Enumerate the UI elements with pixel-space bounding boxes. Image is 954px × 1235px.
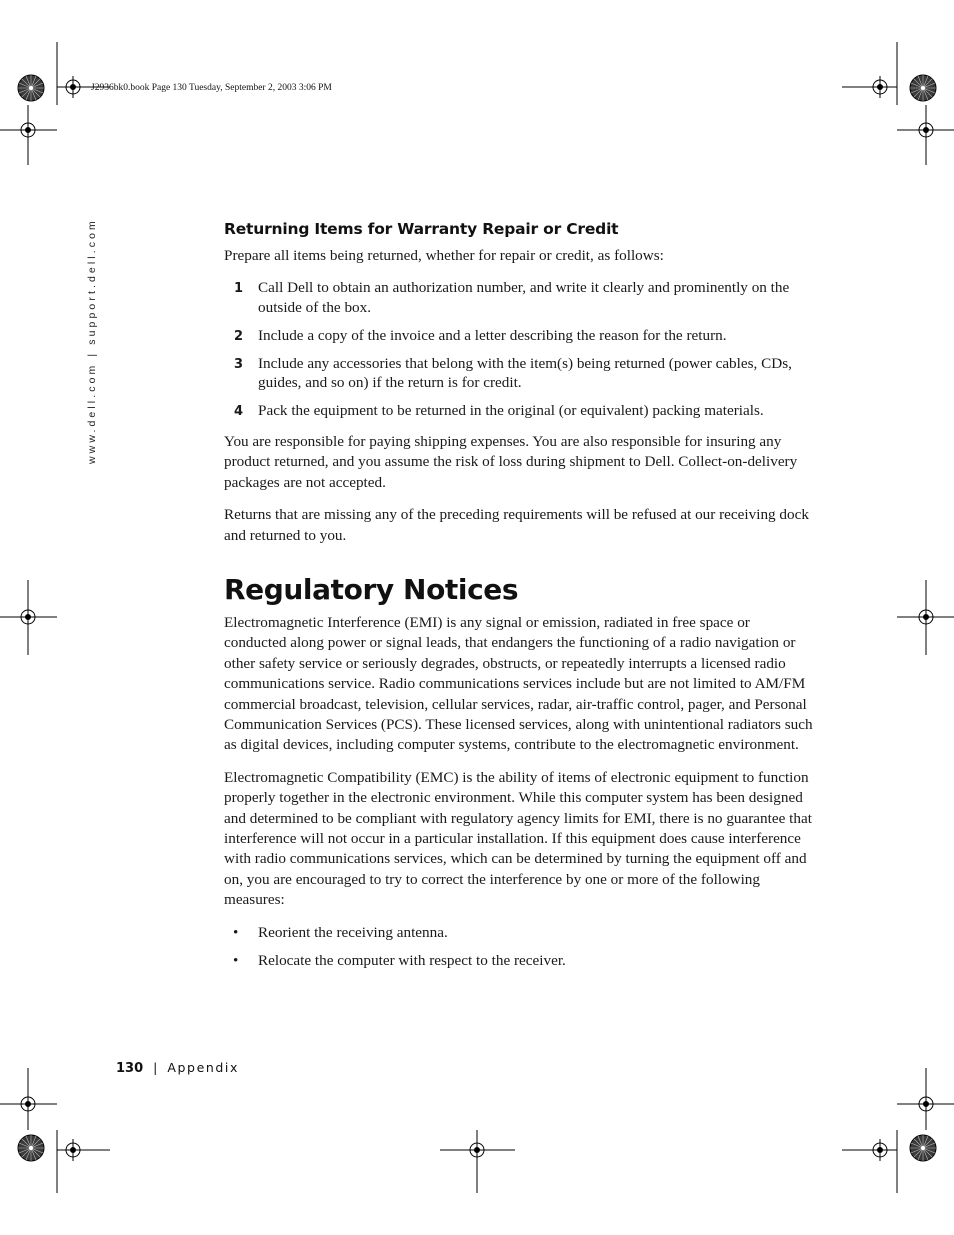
step-number: 3 — [234, 356, 244, 372]
sidebar-url: www.dell.com | support.dell.com — [86, 218, 98, 464]
list-item — [224, 951, 814, 971]
page-number: 130 — [116, 1061, 144, 1076]
print-header: J2936bk0.book Page 130 Tuesday, September 2, 2003 3:06 PM — [91, 83, 332, 93]
bullet-icon: • — [233, 923, 239, 941]
step-number: 2 — [234, 328, 244, 344]
warranty-heading: Returning Items for Warranty Repair or Credit — [224, 220, 619, 238]
warranty-intro: Prepare all items being returned, whether for repair or credit, as follows: — [224, 247, 664, 264]
section-name: Appendix — [167, 1060, 239, 1075]
step-number: 1 — [234, 281, 244, 297]
step-text: Call Dell to obtain an authorization number, and write it clearly and prominently on the outside of the box. — [258, 279, 790, 316]
measures-list — [224, 923, 814, 971]
footer-separator: | — [153, 1060, 158, 1075]
warranty-steps — [224, 278, 814, 421]
list-item — [224, 278, 814, 317]
step-text: Include a copy of the invoice and a letter describing the reason for the return. — [258, 326, 727, 344]
page-content — [224, 218, 814, 979]
refusal-paragraph: Returns that are missing any of the preceding requirements will be refused at our receiving dock and returned to you. — [224, 506, 809, 544]
list-item — [224, 354, 814, 393]
shipping-paragraph: You are responsible for paying shipping expenses. You are also responsible for insuring any product returned, and you assume the risk of loss during shipment to Dell. Collect-on-delivery packages are not accepted. — [224, 432, 798, 491]
emi-paragraph: Electromagnetic Interference (EMI) is any signal or emission, radiated in free space or conducted along power or signal leads, that endangers the functioning of a radio navigation or other safety service or seriously degrades, obstructs, or repeatedly interrupts a licensed radio communications service. Radio communications services include but are not limited to AM/FM commercial broadcast, television, cellular services, radar, air-traffic control, pager, and Personal Communication Services (PCS). These licensed services, along with unintentional radiators such as digital devices, including computer systems, contribute to the electromagnetic environment. — [224, 613, 813, 754]
step-number: 4 — [234, 404, 244, 420]
list-item — [224, 401, 814, 421]
step-text: Pack the equipment to be returned in the original (or equivalent) packing materials. — [258, 402, 764, 420]
regulatory-heading: Regulatory Notices — [224, 572, 519, 606]
list-item — [224, 923, 814, 943]
measure-text: Reorient the receiving antenna. — [258, 923, 448, 941]
step-text: Include any accessories that belong with the item(s) being returned (power cables, CDs, guides, and so on) if the return is for credit. — [258, 354, 792, 392]
bullet-icon: • — [233, 951, 239, 969]
list-item — [224, 326, 814, 346]
page-footer — [116, 1060, 239, 1076]
emc-paragraph: Electromagnetic Compatibility (EMC) is the ability of items of electronic equipment to function properly together in the electronic environment. While this computer system has been designed and determined to be compliant with regulatory agency limits for EMI, there is no guarantee that interference will not occur in a particular installation. If this equipment does cause interference with radio communications services, which can be determined by turning the equipment off and on, you are encouraged to try to correct the interference by one or more of the following measures: — [224, 768, 812, 909]
measure-text: Relocate the computer with respect to the receiver. — [258, 951, 566, 969]
